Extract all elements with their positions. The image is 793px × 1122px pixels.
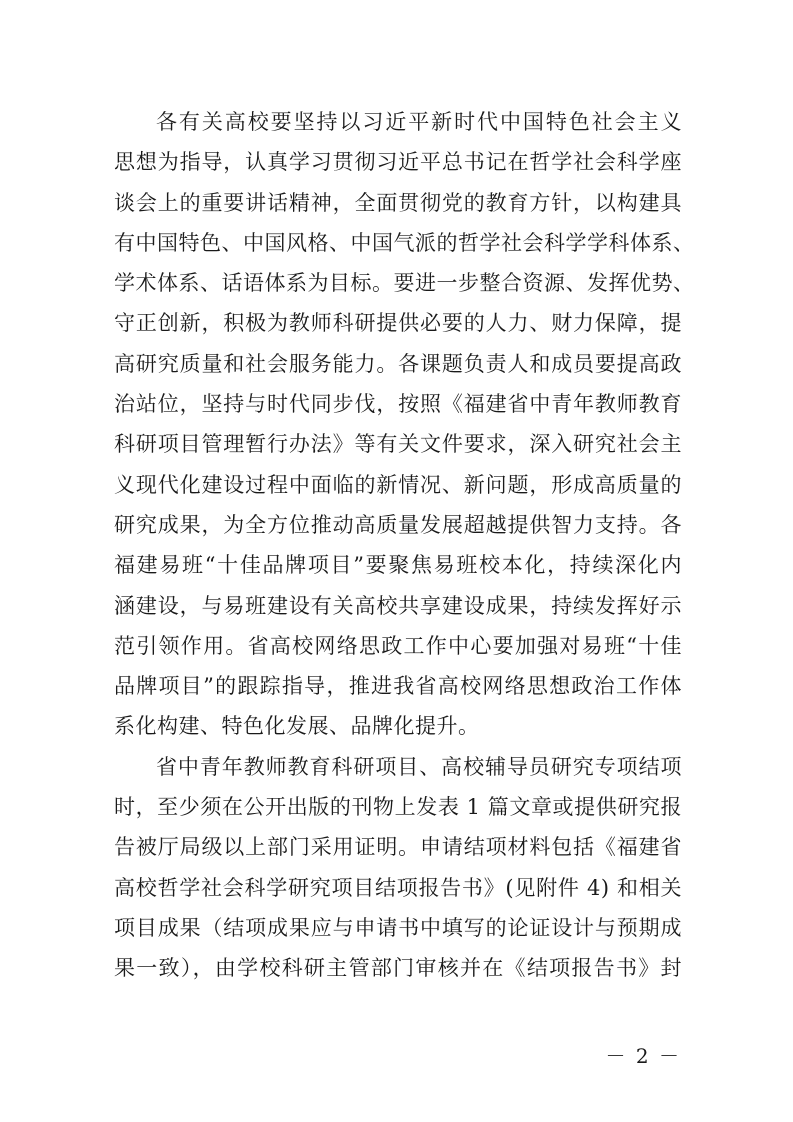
paragraph-line: 涵建设，与易班建设有关高校共享建设成果，持续发挥好示 (114, 593, 682, 618)
paragraph-line: 义现代化建设过程中面临的新情况、新问题，形成高质量的 (114, 472, 682, 497)
paragraph-line: 科研项目管理暂行办法》等有关文件要求，深入研究社会主 (114, 432, 682, 457)
paragraph-line: 范引领作用。省高校网络思政工作中心要加强对易班“十佳 (114, 633, 682, 658)
paragraph-line: 有中国特色、中国风格、中国气派的哲学社会科学学科体系、 (114, 230, 695, 255)
paragraph-line: 治站位，坚持与时代同步伐，按照《福建省中青年教师教育 (114, 392, 682, 417)
paragraph-line: 守正创新，积极为教师科研提供必要的人力、财力保障，提 (114, 311, 682, 336)
paragraph-line: 研究成果，为全方位推动高质量发展超越提供智力支持。各 (114, 512, 682, 537)
paragraph-line: 各有关高校要坚持以习近平新时代中国特色社会主义 (156, 110, 682, 134)
paragraph-line: 思想为指导，认真学习贯彻习近平总书记在哲学社会科学座 (114, 150, 682, 175)
paragraph-line: 谈会上的重要讲话精神，全面贯彻党的教育方针，以构建具 (114, 190, 682, 215)
paragraph-line: 果一致），由学校科研主管部门审核并在《结项报告书》封 (114, 956, 682, 981)
paragraph-line: 系化构建、特色化发展、品牌化提升。 (114, 714, 480, 739)
page-number: － 2 － (605, 1044, 681, 1068)
paragraph-line: 省中青年教师教育科研项目、高校辅导员研究专项结项 (156, 754, 682, 779)
paragraph-line: 时，至少须在公开出版的刊物上发表 1 篇文章或提供研究报 (114, 795, 682, 820)
paragraph-line: 福建易班“十佳品牌项目”要聚焦易班校本化，持续深化内 (114, 553, 682, 578)
paragraph-line: 高研究质量和社会服务能力。各课题负责人和成员要提高政 (114, 351, 682, 376)
paragraph-line: 项目成果（结项成果应与申请书中填写的论证设计与预期成 (114, 915, 682, 940)
paragraph-line: 品牌项目”的跟踪指导，推进我省高校网络思想政治工作体 (114, 674, 682, 699)
paragraph-line: 告被厅局级以上部门采用证明。申请结项材料包括《福建省 (114, 835, 682, 860)
document-body (114, 102, 695, 989)
paragraph-line: 高校哲学社会科学研究项目结项报告书》(见附件 4) 和相关 (114, 875, 682, 900)
paragraph-line: 学术体系、话语体系为目标。要进一步整合资源、发挥优势、 (114, 271, 695, 296)
